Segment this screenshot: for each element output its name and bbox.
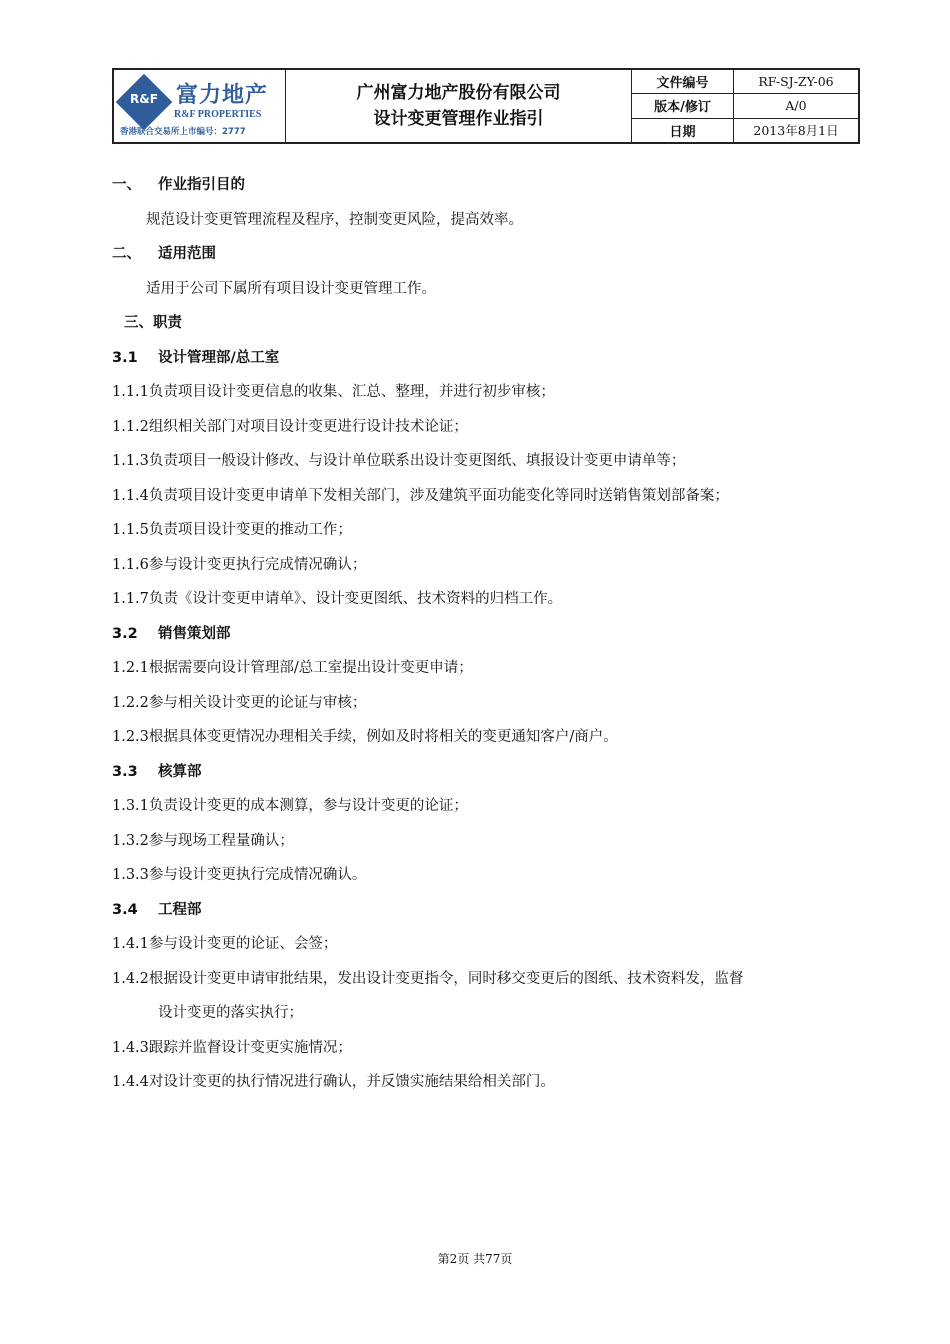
logo-mark: R&F: [130, 92, 158, 106]
subsection-title: 销售策划部: [158, 625, 231, 642]
meta-value: 2013年8月1日: [753, 123, 839, 139]
list-item: 1.1.6参与设计变更执行完成情况确认；: [112, 556, 367, 573]
meta-key: 版本/修订: [632, 94, 734, 117]
section-number: 一、: [112, 177, 141, 193]
list-item: 1.1.7负责《设计变更申请单》、设计变更图纸、技术资料的归档工作。: [112, 591, 563, 607]
subsection-heading: [112, 893, 860, 928]
header-title-cell: [286, 70, 632, 142]
section-title: 作业指引目的: [158, 177, 245, 193]
document-title: 设计变更管理作业指引: [373, 109, 544, 129]
meta-value: A/0: [785, 98, 807, 114]
subsection-title: 工程部: [158, 901, 202, 918]
section-title: 适用范围: [158, 246, 216, 262]
list-item: 1.1.1负责项目设计变更信息的收集、汇总、整理，并进行初步审核；: [112, 384, 555, 400]
paragraph: 规范设计变更管理流程及程序，控制变更风险，提高效率。: [146, 211, 523, 228]
document-body: [112, 168, 860, 1100]
list-item: 1.4.4对设计变更的执行情况进行确认，并反馈实施结果给相关部门。: [112, 1074, 555, 1090]
section-heading: [112, 168, 860, 203]
logo-name-cn: 富力地产: [176, 82, 269, 108]
list-item: 1.2.2参与相关设计变更的论证与审核；: [112, 694, 367, 711]
subsection-number: 3.1: [112, 349, 138, 366]
list-item: 1.4.3跟踪并监督设计变更实施情况；: [112, 1039, 352, 1056]
list-item: 1.1.4负责项目设计变更申请单下发相关部门，涉及建筑平面功能变化等同时送销售策划部备案；: [112, 487, 729, 504]
meta-row-version: [632, 94, 858, 118]
list-item: 1.1.2组织相关部门对项目设计变更进行设计技术论证；: [112, 418, 468, 435]
company-logo: [114, 70, 286, 142]
subsection-heading: [112, 341, 860, 376]
meta-key: 日期: [632, 119, 734, 142]
section-heading: 三、职责: [124, 315, 182, 331]
subsection-heading: [112, 755, 860, 790]
list-item: 1.2.3根据具体变更情况办理相关手续，例如及时将相关的变更通知客户/商户。: [112, 729, 618, 745]
list-item: 1.3.1负责设计变更的成本测算，参与设计变更的论证；: [112, 798, 468, 814]
list-item: 1.3.3参与设计变更执行完成情况确认。: [112, 867, 367, 883]
subsection-title: 设计管理部/总工室: [158, 349, 280, 366]
list-item: 1.1.5负责项目设计变更的推动工作；: [112, 522, 352, 538]
list-item: 1.4.2根据设计变更申请审批结果，发出设计变更指令，同时移交变更后的图纸、技术资料发，监督: [112, 970, 744, 987]
list-item: 1.4.1参与设计变更的论证、会签；: [112, 936, 338, 952]
section-number: 二、: [112, 246, 141, 262]
logo-listing: 香港联合交易所上市编号：2777: [120, 127, 246, 137]
subsection-number: 3.3: [112, 763, 138, 780]
company-name: 广州富力地产股份有限公司: [356, 83, 561, 103]
meta-value: RF-SJ-ZY-06: [758, 74, 834, 90]
list-item: 1.2.1根据需要向设计管理部/总工室提出设计变更申请；: [112, 660, 473, 676]
paragraph: 适用于公司下属所有项目设计变更管理工作。: [146, 280, 436, 297]
subsection-title: 核算部: [158, 763, 202, 780]
list-item: 1.3.2参与现场工程量确认；: [112, 832, 294, 849]
meta-key: 文件编号: [632, 70, 734, 93]
document-header-table: [112, 68, 860, 144]
list-item: 1.1.3负责项目一般设计修改、与设计单位联系出设计变更图纸、填报设计变更申请单等；: [112, 453, 686, 469]
list-item-continuation: 设计变更的落实执行；: [158, 1005, 303, 1021]
subsection-number: 3.2: [112, 625, 138, 642]
header-meta: [632, 70, 858, 142]
page-number: 第2页 共77页: [437, 1252, 513, 1266]
subsection-heading: [112, 617, 860, 652]
section-heading: [112, 237, 860, 272]
meta-row-doc-number: [632, 70, 858, 94]
meta-row-date: [632, 119, 858, 142]
subsection-number: 3.4: [112, 901, 138, 918]
logo-name-en: R&F PROPERTIES: [174, 109, 262, 120]
